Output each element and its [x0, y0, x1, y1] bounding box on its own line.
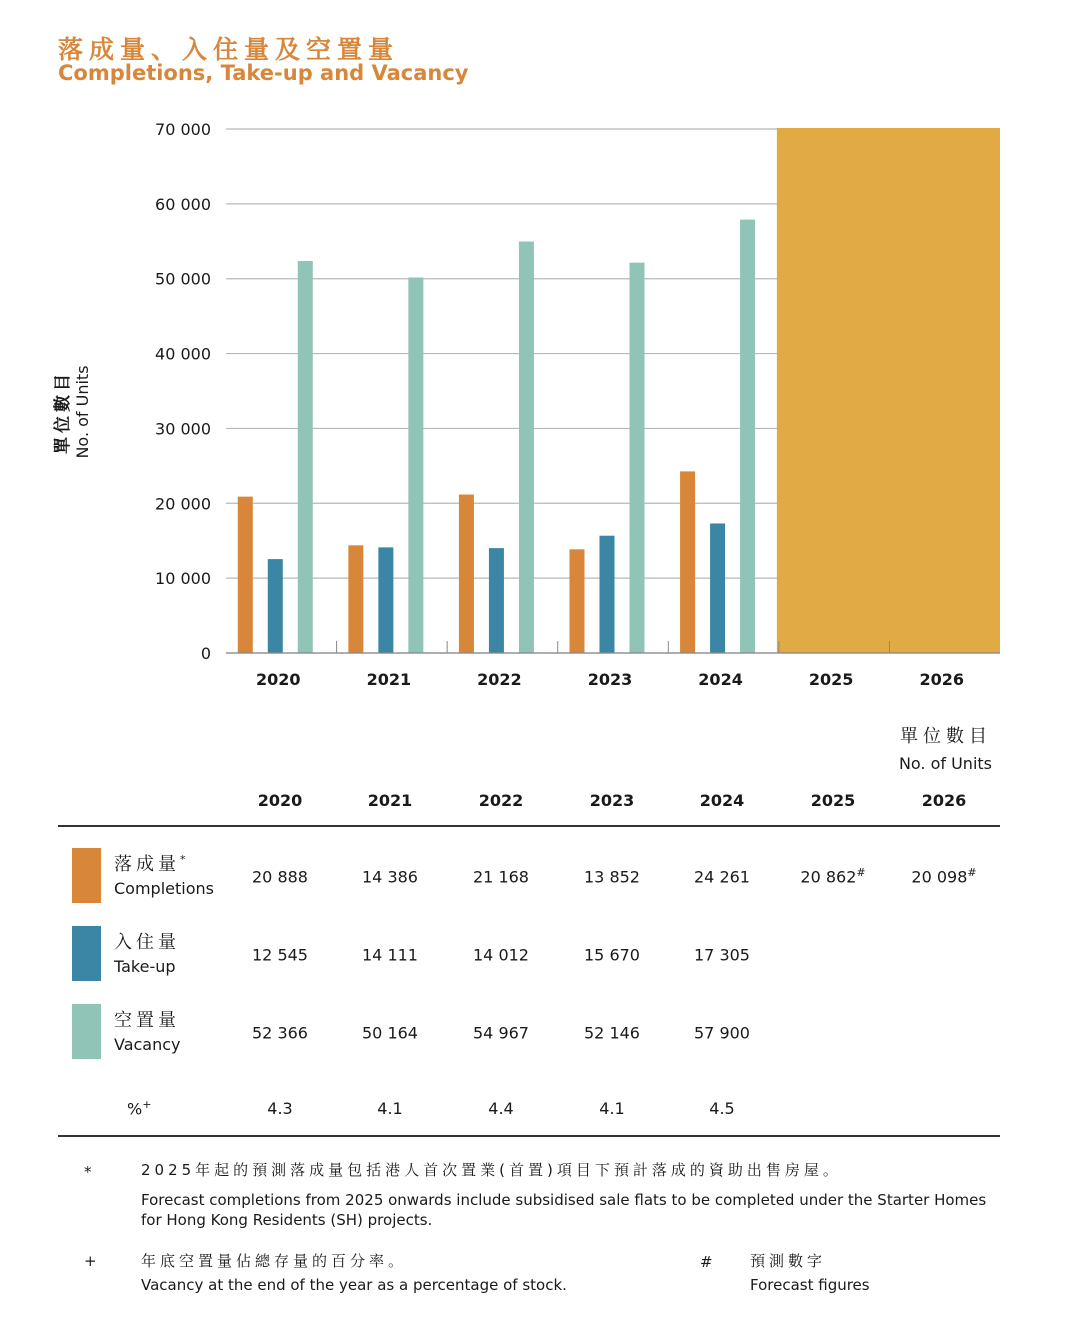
row-label-en: Vacancy [114, 1035, 181, 1054]
table-cell [894, 866, 994, 886]
table-cell [230, 866, 330, 886]
y-tick-label: 50 000 [155, 269, 211, 289]
y-tick-label: 0 [200, 644, 211, 663]
row-label-zh-text: 入住量 [114, 932, 180, 953]
chart-title-zh: 落成量、入住量及空置量 [58, 35, 400, 64]
table-cell [451, 944, 551, 964]
row-label-en: Take-up [114, 957, 176, 976]
row-label-zh [114, 928, 180, 954]
table-cell-value: 20 098 [911, 867, 968, 887]
table-cell-value: 20 888 [252, 867, 308, 887]
x-tick-label: 2023 [587, 670, 633, 689]
pct-label-mark: + [142, 1098, 152, 1111]
table-cell-value: 54 967 [473, 1023, 529, 1043]
legend-swatch [72, 1004, 101, 1059]
bar-take-up [710, 523, 725, 653]
table-top-rule [58, 825, 1000, 827]
y-tick-label: 20 000 [155, 494, 211, 514]
y-tick-label: 30 000 [155, 419, 211, 439]
table-units-zh: 單位數目 [900, 726, 992, 747]
note-plus-symbol: + [84, 1252, 97, 1270]
table-units-heading [899, 722, 992, 773]
table-cell-mark: # [856, 866, 866, 879]
row-label-zh-text: 空置量 [114, 1010, 180, 1031]
note-hash-en: Forecast figures [750, 1276, 870, 1294]
table-cell-value: 52 366 [252, 1023, 308, 1043]
table-units-en: No. of Units [898, 754, 992, 773]
x-tick-label: 2020 [256, 670, 301, 689]
bar-completions [570, 549, 585, 653]
table-cell-value: 14 111 [362, 945, 418, 965]
note-hash-symbol: # [700, 1253, 713, 1271]
table-cell-value: 17 305 [694, 945, 750, 965]
y-axis-label-en: No. of Units [73, 365, 92, 459]
bar-take-up [489, 548, 504, 653]
y-tick-label: 70 000 [155, 120, 211, 139]
table-cell-value: 57 900 [694, 1023, 750, 1043]
x-tick-label: 2024 [698, 670, 743, 689]
table-cell-value: 14 386 [362, 867, 418, 887]
table-header-year: 2023 [589, 791, 635, 810]
chart-title-en: Completions, Take-up and Vacancy [58, 61, 469, 85]
note-plus-en: Vacancy at the end of the year as a percentage of stock. [141, 1276, 567, 1294]
note-star-zh: 2025年起的預測落成量包括港人首次置業(首置)項目下預計落成的資助出售房屋。 [141, 1161, 842, 1179]
table-cell [230, 944, 330, 964]
table-header-year: 2022 [478, 791, 524, 810]
pct-cell: 4.1 [377, 1099, 403, 1118]
table-cell-value: 15 670 [584, 945, 640, 965]
row-label-zh-text: 落成量 [114, 854, 180, 875]
bar-completions [459, 495, 474, 653]
bar-vacancy [519, 242, 534, 653]
table-cell [340, 866, 440, 886]
x-tick-label: 2021 [366, 670, 412, 689]
bar-completions [680, 471, 695, 653]
table-cell [340, 944, 440, 964]
table-header-year: 2020 [257, 791, 303, 810]
pct-cell: 4.4 [488, 1099, 514, 1118]
row-label-mark: * [180, 853, 190, 866]
table-cell-value: 12 545 [252, 945, 308, 965]
table-cell [783, 866, 883, 886]
note-hash-zh: 預測數字 [750, 1252, 827, 1270]
y-axis-label-zh: 單位數目 [53, 370, 73, 454]
pct-cell: 4.1 [599, 1099, 625, 1118]
row-label-en: Completions [114, 879, 214, 898]
table-cell [672, 1022, 772, 1042]
table-cell [562, 1022, 662, 1042]
legend-swatch [72, 848, 101, 903]
table-bottom-rule [58, 1135, 1000, 1137]
note-plus-zh: 年底空置量佔總存量的百分率。 [141, 1252, 408, 1270]
pct-label-text: % [127, 1099, 143, 1119]
table-cell-value: 14 012 [473, 945, 529, 965]
y-tick-label: 60 000 [155, 194, 211, 214]
table-cell [562, 944, 662, 964]
bar-take-up [600, 536, 615, 653]
table-cell-value: 24 261 [694, 867, 750, 887]
table-cell-value: 52 146 [584, 1023, 640, 1043]
bar-take-up [378, 547, 393, 653]
table-cell-value: 50 164 [362, 1023, 418, 1043]
pct-cell: 4.3 [267, 1099, 293, 1118]
forecast-block [777, 128, 1000, 653]
note-star-symbol: * [84, 1163, 92, 1181]
table-cell-value: 20 862 [800, 867, 857, 887]
x-tick-label: 2026 [919, 670, 964, 689]
table-cell-value: 13 852 [584, 867, 640, 887]
bar-completions [238, 497, 253, 653]
bar-completions [348, 545, 363, 653]
x-tick-label: 2025 [808, 670, 854, 689]
table-header-year: 2025 [810, 791, 856, 810]
bar-vacancy [408, 277, 423, 653]
table-cell [451, 1022, 551, 1042]
bar-vacancy [298, 261, 313, 653]
table-cell [672, 866, 772, 886]
table-header-year: 2021 [367, 791, 413, 810]
pct-cell: 4.5 [709, 1099, 735, 1118]
table-header-year: 2026 [921, 791, 967, 810]
note-star-en: Forecast completions from 2025 onwards include subsidised sale flats to be completed under the Starter Homes for Hong Kong Residents (SH) projects. [141, 1191, 987, 1229]
bar-take-up [268, 559, 283, 653]
x-tick-label: 2022 [477, 670, 522, 689]
table-cell [340, 1022, 440, 1042]
y-tick-label: 40 000 [155, 344, 211, 364]
bar-vacancy [630, 263, 645, 653]
bar-vacancy [740, 220, 755, 653]
row-label-zh [114, 1006, 180, 1032]
table-cell-value: 21 168 [473, 867, 529, 887]
y-axis-label [48, 352, 92, 472]
table-cell-mark: # [967, 866, 977, 879]
y-tick-label: 10 000 [155, 569, 211, 589]
table-cell [451, 866, 551, 886]
table-cell [230, 1022, 330, 1042]
table-header-year: 2024 [699, 791, 745, 810]
table-cell [672, 944, 772, 964]
row-label-zh [114, 850, 190, 876]
table-cell [562, 866, 662, 886]
pct-row-label [127, 1098, 151, 1118]
legend-swatch [72, 926, 101, 981]
